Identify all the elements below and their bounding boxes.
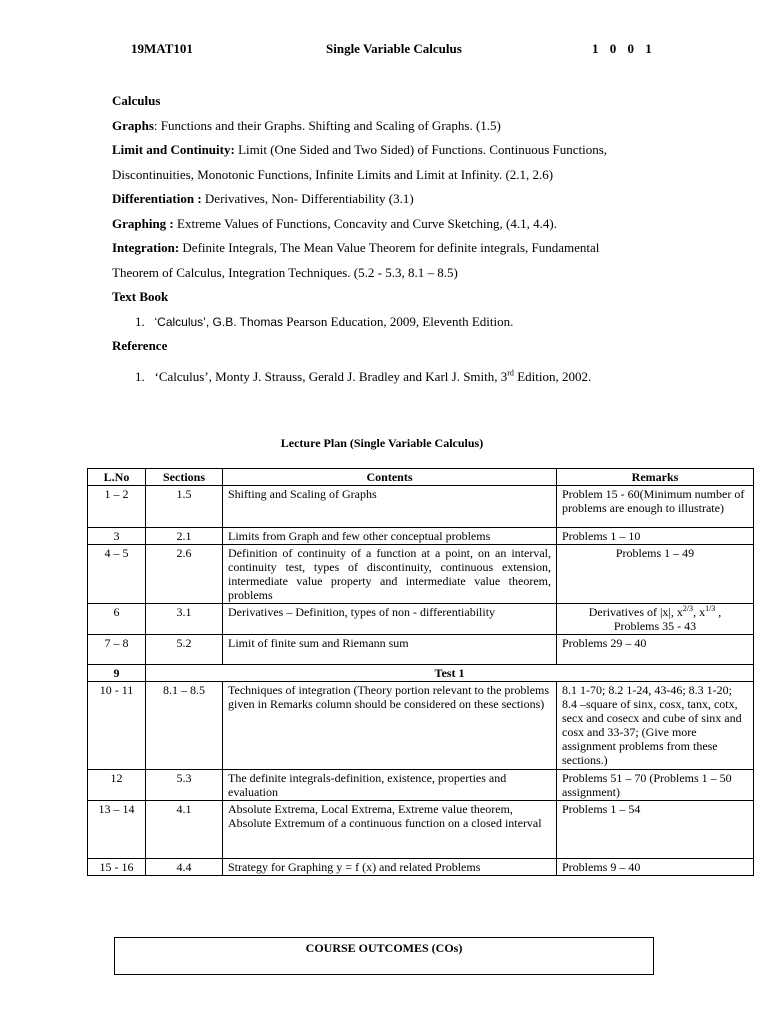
syllabus-heading: Calculus: [112, 93, 161, 108]
reference-item: [112, 365, 672, 390]
cell-remarks: Problems 51 – 70 (Problems 1 – 50 assignment): [557, 770, 754, 801]
syllabus-integration: [112, 236, 672, 261]
cell-contents: Shifting and Scaling of Graphs: [223, 486, 557, 528]
table-row: [88, 859, 754, 876]
cell-remarks: Problems 9 – 40: [557, 859, 754, 876]
table-row: [88, 486, 754, 528]
cell-section: 5.3: [146, 770, 223, 801]
graphing-text: Extreme Values of Functions, Concavity and Curve Sketching, (4.1, 4.4).: [173, 215, 557, 231]
cell-contents: Limits from Graph and few other conceptual problems: [223, 528, 557, 545]
syllabus-limit: [112, 138, 672, 163]
textbook-rest: Pearson Education, 2009, Eleventh Edition.: [283, 313, 514, 329]
remarks-separator: , x: [693, 605, 706, 619]
cell-contents: Limit of finite sum and Riemann sum: [223, 635, 557, 665]
syllabus-section: [112, 89, 672, 389]
integ-label: Integration:: [112, 240, 180, 255]
reference-text-1: ‘Calculus’, Monty J. Strauss, Gerald J. Bradley and Karl J. Smith, 3: [154, 368, 508, 384]
cell-remarks: Problems 1 – 10: [557, 528, 754, 545]
table-header-row: [88, 469, 754, 486]
integ-text-1: Definite Integrals, The Mean Value Theorem for definite integrals, Fundamental: [179, 240, 600, 255]
col-header-lno: L.No: [88, 469, 146, 486]
cell-remarks: [557, 604, 754, 635]
cell-section: 3.1: [146, 604, 223, 635]
table-row: [88, 801, 754, 859]
course-outcomes-box: [114, 937, 654, 975]
cell-remarks: 8.1 1-70; 8.2 1-24, 43-46; 8.3 1-20; 8.4 –square of sinx, cosx, tanx, cotx, secx and cosecx and cube of sinx and cosx and 33-37; (Give more assignment problems from these sections.): [557, 682, 754, 770]
limit-text-1: Limit (One Sided and Two Sided) of Functions. Continuous Functions,: [234, 142, 608, 157]
remarks-derivatives: Derivatives of |x|, x: [588, 605, 683, 619]
diff-label: Differentiation :: [112, 191, 202, 206]
cell-section: 2.6: [146, 545, 223, 604]
table-row: [88, 528, 754, 545]
syllabus-graphs: [112, 114, 672, 139]
remarks-sup-1: 2/3: [682, 604, 694, 613]
cell-lno: 10 - 11: [88, 682, 146, 770]
lecture-plan-title: [0, 436, 768, 451]
cell-lno: 3: [88, 528, 146, 545]
remarks-problems: Problems 35 - 43: [613, 619, 697, 633]
remarks-sup-2: 1/3: [705, 604, 716, 613]
table-row: [88, 635, 754, 665]
cell-section: 8.1 – 8.5: [146, 682, 223, 770]
textbook-item: [112, 310, 672, 335]
cell-contents: The definite integrals-definition, existence, properties and evaluation: [223, 770, 557, 801]
reference-text-2: Edition, 2002.: [513, 368, 592, 384]
cell-remarks: Problems 1 – 49: [557, 545, 754, 604]
lecture-plan-title-text: Lecture Plan (Single Variable Calculus): [280, 436, 484, 450]
lecture-plan-table: [87, 468, 754, 876]
table-row: [88, 604, 754, 635]
cell-test: Test 1: [146, 665, 754, 682]
cell-lno: 9: [88, 665, 146, 682]
reference-num: 1.: [135, 368, 145, 384]
cell-section: 5.2: [146, 635, 223, 665]
cell-section: 2.1: [146, 528, 223, 545]
cell-remarks: Problems 29 – 40: [557, 635, 754, 665]
cell-section: 4.1: [146, 801, 223, 859]
cell-contents: Absolute Extrema, Local Extrema, Extreme value theorem, Absolute Extremum of a continuous function on a closed interval: [223, 801, 557, 859]
limit-label: Limit and Continuity:: [112, 142, 235, 157]
cell-section: 4.4: [146, 859, 223, 876]
graphs-label: Graphs: [112, 117, 154, 133]
table-row: [88, 545, 754, 604]
table-row: [88, 770, 754, 801]
reference-heading: Reference: [112, 338, 168, 353]
cell-lno: 15 - 16: [88, 859, 146, 876]
course-ltpc: 1 0 0 1: [592, 41, 656, 56]
cell-lno: 12: [88, 770, 146, 801]
cell-lno: 6: [88, 604, 146, 635]
table-row-test: [88, 665, 754, 682]
integ-text-2: Theorem of Calculus, Integration Techniques. (5.2 - 5.3, 8.1 – 8.5): [112, 264, 458, 280]
course-outcomes-title: COURSE OUTCOMES (COs): [305, 941, 463, 955]
col-header-sections: Sections: [146, 469, 223, 486]
col-header-contents: Contents: [223, 469, 557, 486]
cell-contents: Definition of continuity of a function at a point, on an interval, continuity test, types of discontinuity, continuous extension, intermediate value property and intermediate value theorem, problems: [223, 545, 557, 604]
cell-contents: Techniques of integration (Theory portion relevant to the problems given in Remarks column should be considered on these sections): [223, 682, 557, 770]
course-title: Single Variable Calculus: [326, 41, 462, 56]
table-row: [88, 682, 754, 770]
cell-contents: Derivatives – Definition, types of non - differentiability: [223, 604, 557, 635]
syllabus-graphing: [112, 212, 672, 237]
syllabus-differentiation: [112, 187, 672, 212]
diff-text: Derivatives, Non- Differentiability (3.1): [201, 191, 414, 206]
reference-sup: rd: [507, 368, 514, 378]
cell-contents: Strategy for Graphing y = f (x) and related Problems: [223, 859, 557, 876]
graphs-text: : Functions and their Graphs. Shifting and Scaling of Graphs. (1.5): [153, 117, 501, 133]
cell-section: 1.5: [146, 486, 223, 528]
remarks-comma: ,: [715, 605, 722, 619]
cell-lno: 7 – 8: [88, 635, 146, 665]
cell-remarks: Problem 15 - 60(Minimum number of problems are enough to illustrate): [557, 486, 754, 528]
course-code: 19MAT101: [131, 41, 193, 56]
textbook-title: ‘Calculus’, G.B. Thomas: [154, 314, 283, 329]
textbook-num: 1.: [135, 313, 145, 329]
textbook-heading: Text Book: [112, 289, 169, 304]
graphing-label: Graphing :: [112, 215, 174, 231]
cell-lno: 4 – 5: [88, 545, 146, 604]
cell-remarks: Problems 1 – 54: [557, 801, 754, 859]
cell-lno: 1 – 2: [88, 486, 146, 528]
limit-text-2: Discontinuities, Monotonic Functions, Infinite Limits and Limit at Infinity. (2.1, 2.6): [112, 166, 554, 182]
cell-lno: 13 – 14: [88, 801, 146, 859]
col-header-remarks: Remarks: [557, 469, 754, 486]
